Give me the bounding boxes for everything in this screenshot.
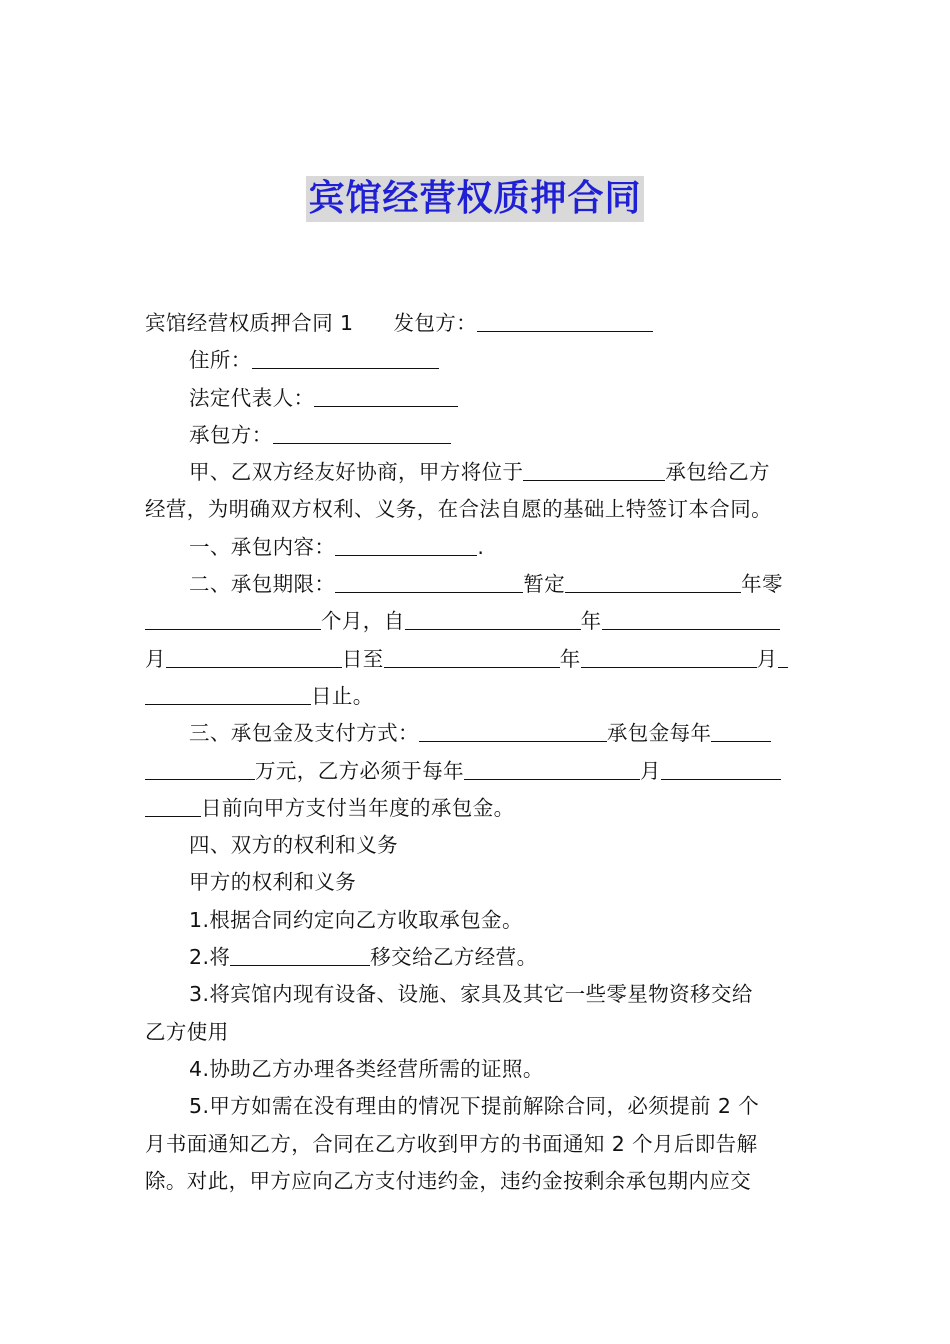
end-day-blank-start [778, 645, 788, 668]
location-blank [523, 458, 665, 481]
start-day-blank [166, 645, 342, 668]
title-block [0, 176, 950, 222]
end-year-blank [384, 645, 560, 668]
s3-month: 月 [640, 758, 661, 783]
section-2-line-3 [145, 641, 807, 678]
s1-label: 一、承包内容： [189, 534, 336, 559]
address-blank [252, 346, 439, 369]
transfer-blank [230, 943, 370, 966]
item-3-line-1: 3.将宾馆内现有设备、设施、家具及其它一些零星物资移交给 [189, 982, 753, 1007]
item-3-line-2: 乙方使用 [145, 1019, 229, 1044]
payment-blank [419, 719, 607, 742]
s2-year: 年 [580, 609, 602, 634]
section-2-line-4 [145, 678, 807, 715]
amount-blank-start [711, 719, 771, 742]
section-1-line [145, 529, 807, 566]
item2-text-b: 移交给乙方经营。 [370, 945, 538, 970]
end-day-blank [145, 682, 311, 705]
s2-day-to: 日至 [341, 646, 384, 671]
address-line [145, 342, 807, 379]
s3-annual: 承包金每年 [606, 721, 712, 746]
legal-rep-label: 法定代表人： [189, 385, 315, 410]
item-1: 1.根据合同约定向乙方收取承包金。 [189, 907, 523, 932]
s2-tentative: 暂定 [523, 572, 566, 597]
end-month-blank [581, 645, 757, 668]
s2-month: 月 [145, 646, 166, 671]
item-5-line-1: 5.甲方如需在没有理由的情况下提前解除合同，必须提前 2 个 [189, 1094, 760, 1119]
p1-text-c: 经营，为明确双方权利、义务，在合法自愿的基础上特签订本合同。 [145, 497, 772, 522]
s2-end: 日止。 [311, 683, 374, 708]
pay-day-blank-start [661, 757, 781, 780]
term-blank [335, 570, 523, 593]
paragraph-1-line-1 [145, 454, 807, 491]
amount-blank [145, 757, 255, 780]
s2-year2: 年 [559, 646, 581, 671]
start-month-blank [602, 607, 780, 630]
content-blank [335, 533, 477, 556]
party-b-blank [273, 421, 451, 444]
address-label: 住所： [189, 348, 252, 373]
section-2-line-2 [145, 603, 807, 640]
party-b-line [145, 417, 807, 454]
party-a-label: 发包方： [393, 311, 478, 335]
start-year-blank [405, 607, 581, 630]
pay-day-blank [145, 794, 201, 817]
months-blank [145, 607, 321, 630]
s3-wan: 万元，乙方必须于每年 [255, 758, 464, 783]
document-body [145, 305, 807, 1200]
item-2 [145, 939, 807, 976]
item-5-line-3: 除。对此，甲方应向乙方支付违约金，违约金按剩余承包期内应交 [145, 1168, 752, 1193]
section-3-line-3 [145, 790, 807, 827]
p1-text-b: 承包给乙方 [665, 460, 770, 485]
section-2-line-1 [145, 566, 807, 603]
section-3-line-1 [145, 715, 807, 752]
paragraph-1-line-2 [145, 491, 807, 528]
s2-year-zero: 年零 [741, 572, 783, 597]
s2-months: 个月，自 [321, 609, 405, 634]
years-blank [565, 570, 741, 593]
s1-end: . [477, 534, 485, 559]
item-5-line-2: 月书面通知乙方，合同在乙方收到甲方的书面通知 2 个月后即告解 [145, 1131, 758, 1156]
intro-line [145, 305, 807, 342]
intro-heading: 宾馆经营权质押合同 1 [145, 311, 354, 335]
party-a-rights-heading: 甲方的权利和义务 [189, 870, 357, 895]
party-b-label: 承包方： [189, 422, 273, 447]
legal-rep-line [145, 380, 807, 417]
party-a-blank [477, 309, 653, 332]
s2-label: 二、承包期限： [189, 572, 336, 597]
item-4: 4.协助乙方办理各类经营所需的证照。 [189, 1056, 544, 1081]
item2-text-a: 2.将 [189, 945, 231, 970]
p1-text-a: 甲、乙双方经友好协商，甲方将位于 [189, 460, 524, 485]
section-3-line-2 [145, 753, 807, 790]
document-title: 宾馆经营权质押合同 [306, 176, 643, 222]
s3-end: 日前向甲方支付当年度的承包金。 [201, 795, 515, 820]
s3-label: 三、承包金及支付方式： [189, 721, 419, 746]
s2-month2: 月 [756, 646, 778, 671]
legal-rep-blank [314, 384, 458, 407]
section-4-heading: 四、双方的权利和义务 [189, 833, 398, 858]
pay-month-blank [464, 757, 640, 780]
